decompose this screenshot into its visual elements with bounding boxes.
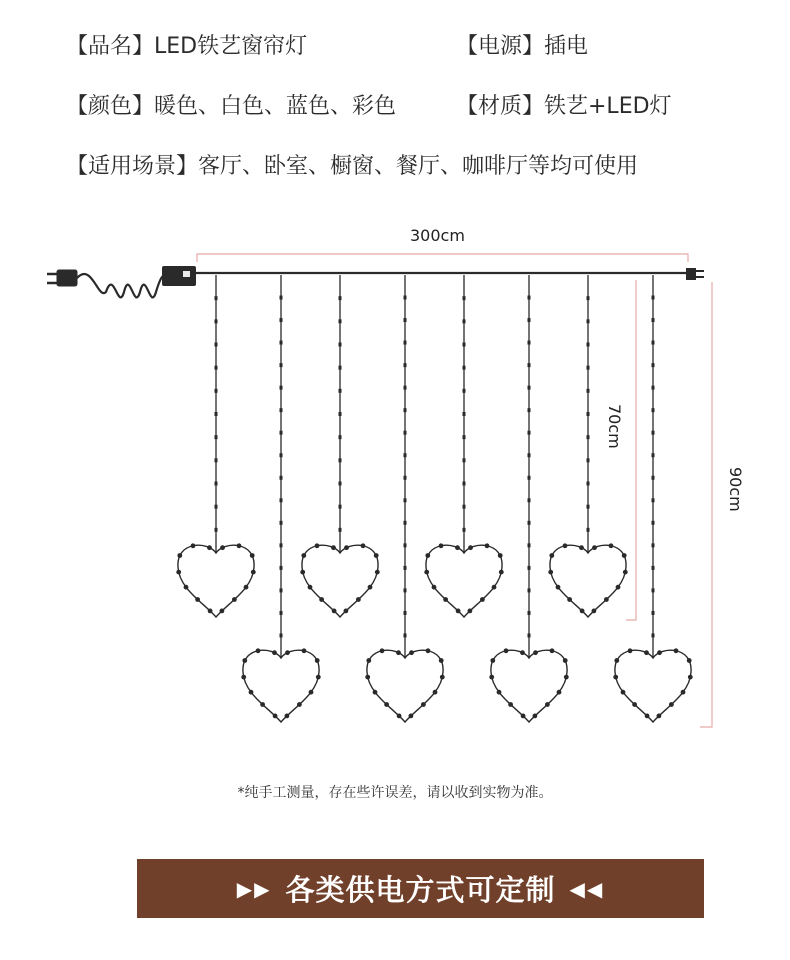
led-bead bbox=[528, 296, 531, 300]
heart-led-bead bbox=[563, 658, 568, 663]
heart-string-3 bbox=[300, 275, 379, 617]
led-bead bbox=[404, 521, 407, 525]
heart-led-bead bbox=[308, 585, 313, 590]
led-bead bbox=[587, 343, 590, 347]
led-bead bbox=[463, 435, 466, 439]
heart-icon bbox=[178, 545, 254, 617]
led-bead bbox=[280, 476, 283, 480]
heart-led-bead bbox=[579, 545, 584, 550]
led-bead bbox=[587, 296, 590, 300]
color-options: 【颜色】暖色、白色、蓝色、彩色 bbox=[66, 94, 397, 119]
heart-led-bead bbox=[285, 650, 290, 655]
heart-led-bead bbox=[425, 553, 430, 558]
led-bead bbox=[463, 319, 466, 323]
short-drop-dimension-line bbox=[626, 280, 636, 620]
heart-led-bead bbox=[260, 702, 265, 707]
heart-string-1 bbox=[176, 275, 255, 617]
led-bead bbox=[528, 453, 531, 457]
heart-led-bead bbox=[592, 545, 597, 550]
led-bead bbox=[587, 505, 590, 509]
led-bead bbox=[280, 498, 283, 502]
led-bead bbox=[404, 453, 407, 457]
led-bead bbox=[404, 296, 407, 300]
heart-led-bead bbox=[443, 597, 448, 602]
heart-led-bead bbox=[356, 597, 361, 602]
heart-led-bead bbox=[397, 714, 402, 719]
heart-icon bbox=[367, 650, 443, 722]
heart-led-bead bbox=[373, 690, 378, 695]
led-bead bbox=[528, 498, 531, 502]
led-bead bbox=[587, 435, 590, 439]
heart-led-bead bbox=[176, 570, 181, 575]
heart-led-bead bbox=[468, 545, 473, 550]
heart-led-bead bbox=[250, 553, 255, 558]
heart-led-bead bbox=[319, 597, 324, 602]
heart-led-bead bbox=[644, 650, 649, 655]
heart-led-bead bbox=[375, 570, 380, 575]
led-bead bbox=[404, 386, 407, 390]
led-bead bbox=[339, 505, 342, 509]
led-bead bbox=[652, 341, 655, 345]
heart-led-bead bbox=[384, 702, 389, 707]
led-bead bbox=[215, 412, 218, 416]
heart-icon bbox=[491, 650, 567, 722]
heart-led-bead bbox=[220, 545, 225, 550]
led-bead bbox=[528, 543, 531, 547]
heart-led-bead bbox=[368, 585, 373, 590]
led-bead bbox=[587, 458, 590, 462]
led-bead bbox=[215, 458, 218, 462]
led-bead bbox=[339, 458, 342, 462]
led-bead bbox=[652, 296, 655, 300]
led-bead bbox=[652, 543, 655, 547]
led-bead bbox=[339, 389, 342, 393]
led-bead bbox=[280, 408, 283, 412]
power-source: 【电源】插电 bbox=[456, 34, 589, 59]
heart-string-2 bbox=[241, 275, 320, 722]
heart-led-bead bbox=[316, 675, 321, 680]
led-bead bbox=[463, 458, 466, 462]
led-bead bbox=[339, 296, 342, 300]
heart-led-bead bbox=[621, 690, 626, 695]
right-arrows-icon: ▶▶ bbox=[236, 876, 272, 901]
heart-led-bead bbox=[563, 543, 568, 548]
heart-led-bead bbox=[208, 609, 213, 614]
heart-led-bead bbox=[421, 702, 426, 707]
width-dimension-line bbox=[197, 254, 688, 262]
heart-led-bead bbox=[533, 714, 538, 719]
led-bead bbox=[280, 341, 283, 345]
heart-led-bead bbox=[548, 570, 553, 575]
heart-led-bead bbox=[687, 658, 692, 663]
heart-led-bead bbox=[237, 543, 242, 548]
led-bead bbox=[404, 588, 407, 592]
heart-led-bead bbox=[504, 648, 509, 653]
heart-led-bead bbox=[300, 570, 305, 575]
led-bead bbox=[652, 386, 655, 390]
width-label: 300cm bbox=[410, 226, 465, 245]
heart-led-bead bbox=[490, 658, 495, 663]
heart-led-bead bbox=[424, 570, 429, 575]
led-bead bbox=[528, 611, 531, 615]
heart-led-bead bbox=[232, 597, 237, 602]
heart-led-bead bbox=[439, 658, 444, 663]
controller-button bbox=[183, 271, 190, 277]
material: 【材质】铁艺+LED灯 bbox=[456, 94, 672, 119]
heart-led-bead bbox=[177, 553, 182, 558]
heart-led-bead bbox=[480, 597, 485, 602]
heart-led-bead bbox=[623, 570, 628, 575]
plug-icon bbox=[47, 270, 77, 286]
led-bead bbox=[280, 386, 283, 390]
led-bead bbox=[528, 341, 531, 345]
led-bead bbox=[215, 343, 218, 347]
heart-icon bbox=[243, 650, 319, 722]
heart-led-bead bbox=[409, 650, 414, 655]
led-bead bbox=[652, 408, 655, 412]
led-bead bbox=[404, 611, 407, 615]
heart-led-bead bbox=[396, 650, 401, 655]
led-bead bbox=[280, 431, 283, 435]
led-bead bbox=[215, 505, 218, 509]
heart-led-bead bbox=[440, 675, 445, 680]
led-bead bbox=[215, 389, 218, 393]
heart-string-4 bbox=[365, 275, 444, 722]
led-bead bbox=[280, 543, 283, 547]
heart-led-bead bbox=[251, 570, 256, 575]
heart-led-bead bbox=[564, 675, 569, 680]
led-bead bbox=[404, 543, 407, 547]
heart-led-bead bbox=[632, 702, 637, 707]
led-bead bbox=[404, 318, 407, 322]
led-bead bbox=[404, 566, 407, 570]
led-bead bbox=[528, 386, 531, 390]
heart-led-bead bbox=[614, 658, 619, 663]
heart-led-bead bbox=[365, 675, 370, 680]
heart-led-bead bbox=[331, 545, 336, 550]
led-bead bbox=[463, 505, 466, 509]
led-bead bbox=[339, 366, 342, 370]
coiled-cord bbox=[77, 274, 166, 297]
heart-led-bead bbox=[492, 585, 497, 590]
heart-led-bead bbox=[315, 658, 320, 663]
led-bead bbox=[587, 482, 590, 486]
led-bead bbox=[404, 431, 407, 435]
led-bead bbox=[528, 521, 531, 525]
heart-led-bead bbox=[426, 648, 431, 653]
led-bead bbox=[280, 611, 283, 615]
led-bead bbox=[528, 431, 531, 435]
product-name: 【品名】LED铁艺窗帘灯 bbox=[66, 34, 308, 59]
led-bead bbox=[528, 318, 531, 322]
led-bead bbox=[339, 319, 342, 323]
heart-led-bead bbox=[361, 543, 366, 548]
led-bead bbox=[652, 476, 655, 480]
heart-led-bead bbox=[688, 675, 693, 680]
led-bead bbox=[404, 633, 407, 637]
led-bead bbox=[404, 476, 407, 480]
heart-led-bead bbox=[468, 609, 473, 614]
heart-icon bbox=[302, 545, 378, 617]
heart-led-bead bbox=[681, 690, 686, 695]
heart-led-bead bbox=[520, 650, 525, 655]
led-bead bbox=[463, 412, 466, 416]
end-connector-icon bbox=[686, 268, 704, 280]
heart-led-bead bbox=[455, 545, 460, 550]
heart-led-bead bbox=[557, 690, 562, 695]
led-bead bbox=[215, 319, 218, 323]
heart-string-6 bbox=[489, 275, 568, 722]
customization-banner bbox=[137, 859, 704, 918]
heart-led-bead bbox=[497, 690, 502, 695]
heart-led-bead bbox=[241, 675, 246, 680]
heart-led-bead bbox=[498, 553, 503, 558]
heart-led-bead bbox=[366, 658, 371, 663]
led-bead bbox=[652, 453, 655, 457]
banner-text: 各类供电方式可定制 bbox=[285, 873, 556, 907]
led-bead bbox=[528, 588, 531, 592]
usage-scenes: 【适用场景】客厅、卧室、橱窗、餐厅、咖啡厅等均可使用 bbox=[66, 154, 639, 179]
led-bead bbox=[404, 363, 407, 367]
led-bead bbox=[463, 528, 466, 532]
led-bead bbox=[587, 412, 590, 416]
led-bead bbox=[404, 498, 407, 502]
heart-led-bead bbox=[613, 675, 618, 680]
heart-led-bead bbox=[567, 597, 572, 602]
heart-led-bead bbox=[645, 714, 650, 719]
led-bead bbox=[339, 435, 342, 439]
led-bead bbox=[280, 588, 283, 592]
led-bead bbox=[652, 431, 655, 435]
heart-led-bead bbox=[433, 690, 438, 695]
led-bead bbox=[463, 343, 466, 347]
heart-led-bead bbox=[545, 702, 550, 707]
heart-led-bead bbox=[301, 553, 306, 558]
led-bead bbox=[587, 528, 590, 532]
led-bead bbox=[587, 389, 590, 393]
led-bead bbox=[215, 366, 218, 370]
heart-led-bead bbox=[622, 553, 627, 558]
led-bead bbox=[463, 482, 466, 486]
led-bead bbox=[528, 363, 531, 367]
led-bead bbox=[215, 296, 218, 300]
heart-led-bead bbox=[273, 714, 278, 719]
led-bead bbox=[587, 366, 590, 370]
heart-led-bead bbox=[609, 543, 614, 548]
led-bead bbox=[404, 341, 407, 345]
led-bead bbox=[652, 588, 655, 592]
led-bead bbox=[528, 633, 531, 637]
heart-led-bead bbox=[332, 609, 337, 614]
heart-led-bead bbox=[297, 702, 302, 707]
left-arrows-icon: ◀◀ bbox=[569, 876, 605, 901]
heart-led-bead bbox=[432, 585, 437, 590]
led-bead bbox=[280, 296, 283, 300]
heart-led-bead bbox=[249, 690, 254, 695]
led-bead bbox=[652, 566, 655, 570]
heart-led-bead bbox=[485, 543, 490, 548]
heart-string-8 bbox=[613, 275, 692, 722]
heart-led-bead bbox=[302, 648, 307, 653]
heart-icon bbox=[550, 545, 626, 617]
heart-led-bead bbox=[315, 543, 320, 548]
heart-led-bead bbox=[521, 714, 526, 719]
heart-led-bead bbox=[344, 545, 349, 550]
dimension-lines bbox=[197, 254, 712, 727]
heart-led-bead bbox=[456, 609, 461, 614]
led-bead bbox=[463, 389, 466, 393]
heart-led-bead bbox=[374, 553, 379, 558]
led-bead bbox=[280, 566, 283, 570]
heart-led-bead bbox=[220, 609, 225, 614]
heart-led-bead bbox=[285, 714, 290, 719]
led-bead bbox=[280, 453, 283, 457]
led-bead bbox=[280, 521, 283, 525]
heart-led-bead bbox=[499, 570, 504, 575]
heart-led-bead bbox=[556, 585, 561, 590]
heart-led-bead bbox=[409, 714, 414, 719]
heart-led-bead bbox=[533, 650, 538, 655]
heart-led-bead bbox=[549, 553, 554, 558]
led-bead bbox=[463, 296, 466, 300]
led-bead bbox=[280, 363, 283, 367]
controller-box bbox=[162, 266, 196, 286]
long-drop-dimension-line bbox=[700, 282, 712, 727]
led-bead bbox=[652, 633, 655, 637]
led-bead bbox=[463, 366, 466, 370]
measurement-note: *纯手工测量，存在些许误差，请以收到实物为准。 bbox=[237, 785, 553, 801]
heart-led-bead bbox=[380, 648, 385, 653]
led-bead bbox=[652, 363, 655, 367]
heart-led-bead bbox=[242, 658, 247, 663]
heart-led-bead bbox=[508, 702, 513, 707]
led-bead bbox=[339, 482, 342, 486]
led-bead bbox=[215, 528, 218, 532]
heart-led-bead bbox=[195, 597, 200, 602]
heart-icon bbox=[615, 650, 691, 722]
heart-led-bead bbox=[439, 543, 444, 548]
led-bead bbox=[652, 521, 655, 525]
heart-led-bead bbox=[604, 597, 609, 602]
heart-led-bead bbox=[616, 585, 621, 590]
heart-led-bead bbox=[592, 609, 597, 614]
heart-led-bead bbox=[669, 702, 674, 707]
led-bead bbox=[404, 408, 407, 412]
heart-led-bead bbox=[550, 648, 555, 653]
heart-led-bead bbox=[272, 650, 277, 655]
heart-led-bead bbox=[244, 585, 249, 590]
heart-led-bead bbox=[344, 609, 349, 614]
led-bead bbox=[528, 566, 531, 570]
heart-led-bead bbox=[657, 650, 662, 655]
heart-led-bead bbox=[207, 545, 212, 550]
heart-icon bbox=[426, 545, 502, 617]
led-bead bbox=[528, 408, 531, 412]
heart-led-bead bbox=[628, 648, 633, 653]
led-bead bbox=[339, 412, 342, 416]
heart-led-bead bbox=[191, 543, 196, 548]
heart-led-bead bbox=[674, 648, 679, 653]
light-strings bbox=[176, 275, 692, 722]
led-bead bbox=[652, 611, 655, 615]
long-drop-label: 90cm bbox=[726, 467, 745, 512]
heart-led-bead bbox=[580, 609, 585, 614]
led-bead bbox=[339, 528, 342, 532]
heart-led-bead bbox=[657, 714, 662, 719]
heart-led-bead bbox=[489, 675, 494, 680]
led-bead bbox=[587, 319, 590, 323]
heart-led-bead bbox=[256, 648, 261, 653]
led-bead bbox=[280, 633, 283, 637]
led-bead bbox=[215, 435, 218, 439]
heart-led-bead bbox=[309, 690, 314, 695]
led-bead bbox=[339, 343, 342, 347]
led-bead bbox=[280, 318, 283, 322]
led-bead bbox=[528, 476, 531, 480]
heart-string-5 bbox=[424, 275, 503, 617]
short-drop-label: 70cm bbox=[605, 404, 624, 449]
led-bead bbox=[652, 318, 655, 322]
led-bead bbox=[652, 498, 655, 502]
led-bead bbox=[215, 482, 218, 486]
heart-led-bead bbox=[184, 585, 189, 590]
